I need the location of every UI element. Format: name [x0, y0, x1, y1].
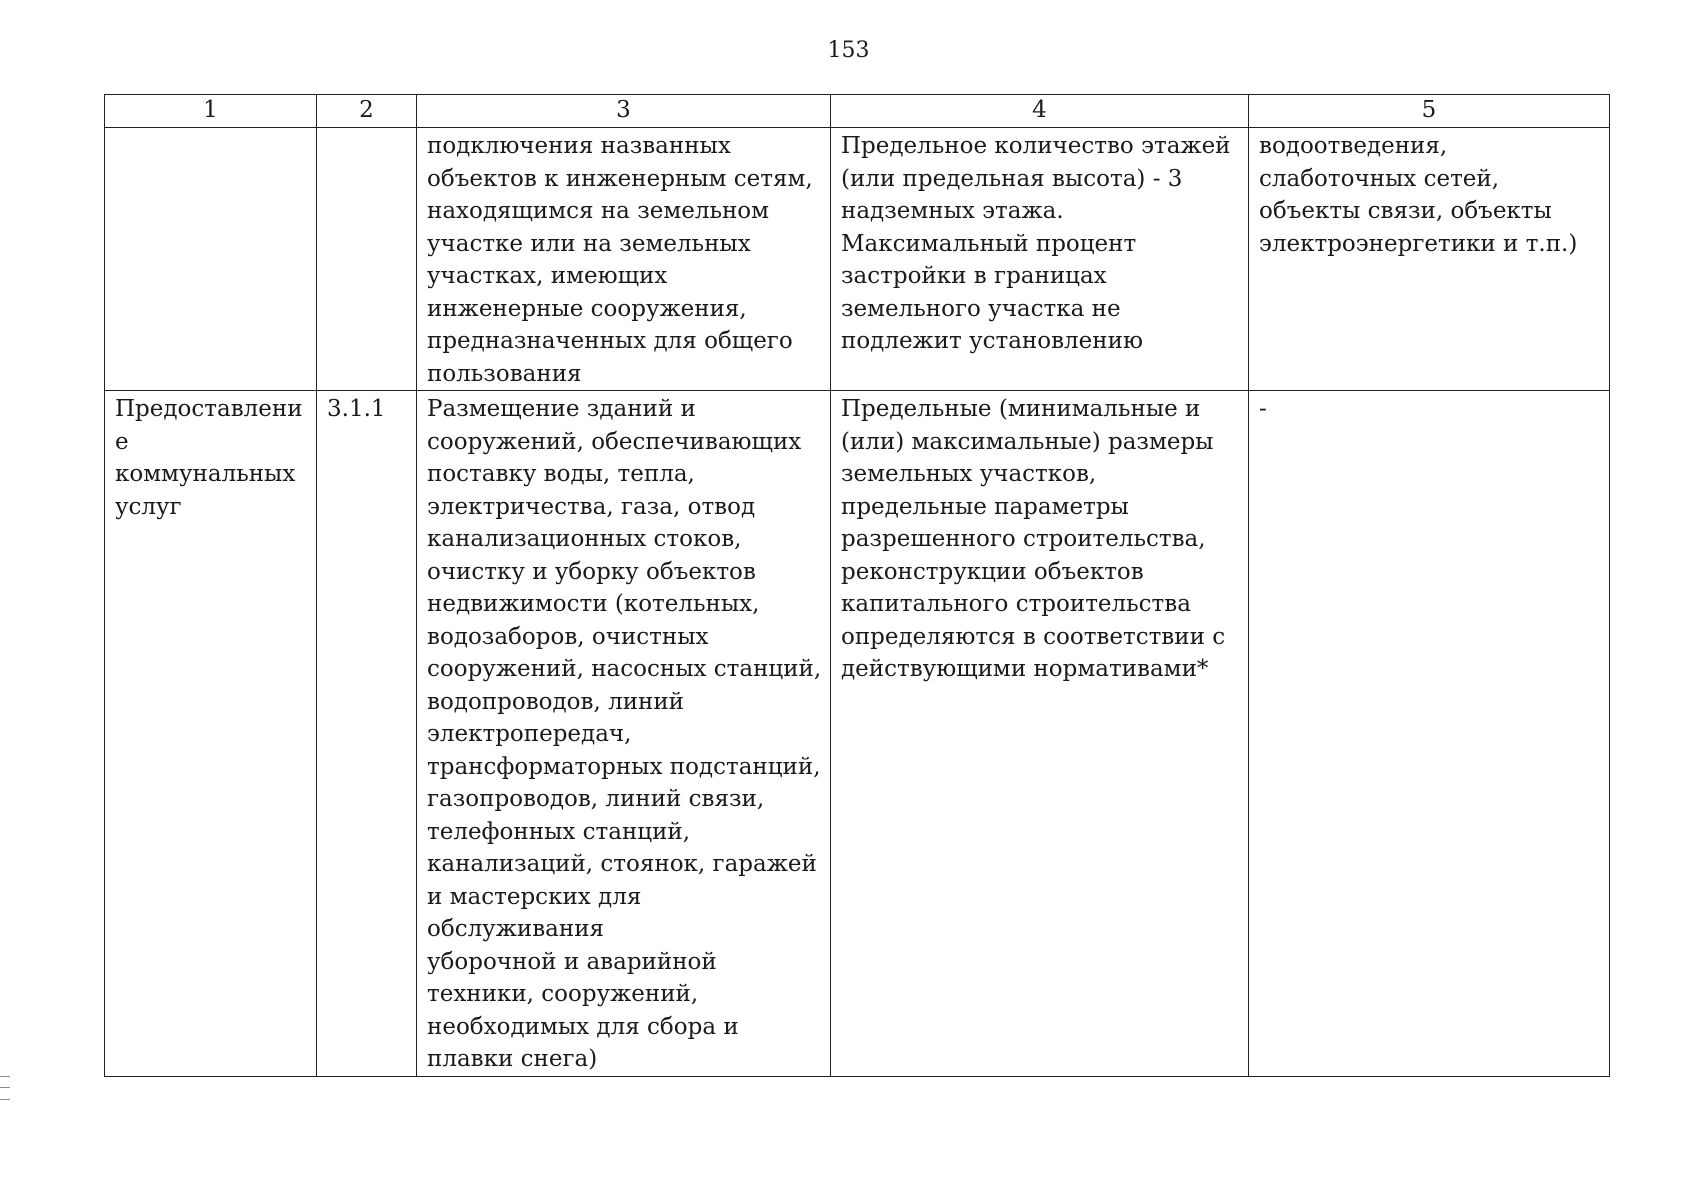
column-header-4: 4: [831, 95, 1249, 128]
cell-code: 3.1.1: [317, 391, 417, 1077]
column-header-3: 3: [417, 95, 831, 128]
table-header-row: [105, 95, 1610, 128]
cell-parameters: Предельные (минимальные и (или) максимальные) размеры земельных участков, предельные параметры разрешенного строительства, реконструкции объектов капитального строительства определяются в соответствии с действующими нормативами*: [831, 391, 1249, 1077]
cell-use-type: [105, 128, 317, 391]
margin-mark: [0, 1076, 10, 1100]
cell-description: Размещение зданий и сооружений, обеспечивающих поставку воды, тепла, электричества, газа, отвод канализационных стоков, очистку и уборку объектов недвижимости (котельных, водозаборов, очистных сооружений, насосных станций, водопроводов, линий электропередач, трансформаторных подстанций, газопроводов, линий связи, телефонных станций, канализаций, стоянок, гаражей и мастерских для обслуживания уборочной и аварийной техники, сооружений, необходимых для сбора и плавки снега): [417, 391, 831, 1077]
cell-code: [317, 128, 417, 391]
page-number: 153: [827, 38, 870, 63]
cell-description: подключения названных объектов к инженерным сетям, находящимся на земельном участке или на земельных участках, имеющих инженерные сооружения, предназначенных для общего пользования: [417, 128, 831, 391]
table-row: [105, 391, 1610, 1077]
column-header-1: 1: [105, 95, 317, 128]
cell-notes: -: [1249, 391, 1610, 1077]
column-header-2: 2: [317, 95, 417, 128]
cell-parameters: Предельное количество этажей (или предельная высота) - 3 надземных этажа. Максимальный процент застройки в границах земельного участка не подлежит установлению: [831, 128, 1249, 391]
table-row: [105, 128, 1610, 391]
column-header-5: 5: [1249, 95, 1610, 128]
regulations-table: [104, 94, 1610, 1077]
cell-use-type: Предоставлени е коммунальных услуг: [105, 391, 317, 1077]
cell-notes: водоотведения, слаботочных сетей, объекты связи, объекты электроэнергетики и т.п.): [1249, 128, 1610, 391]
